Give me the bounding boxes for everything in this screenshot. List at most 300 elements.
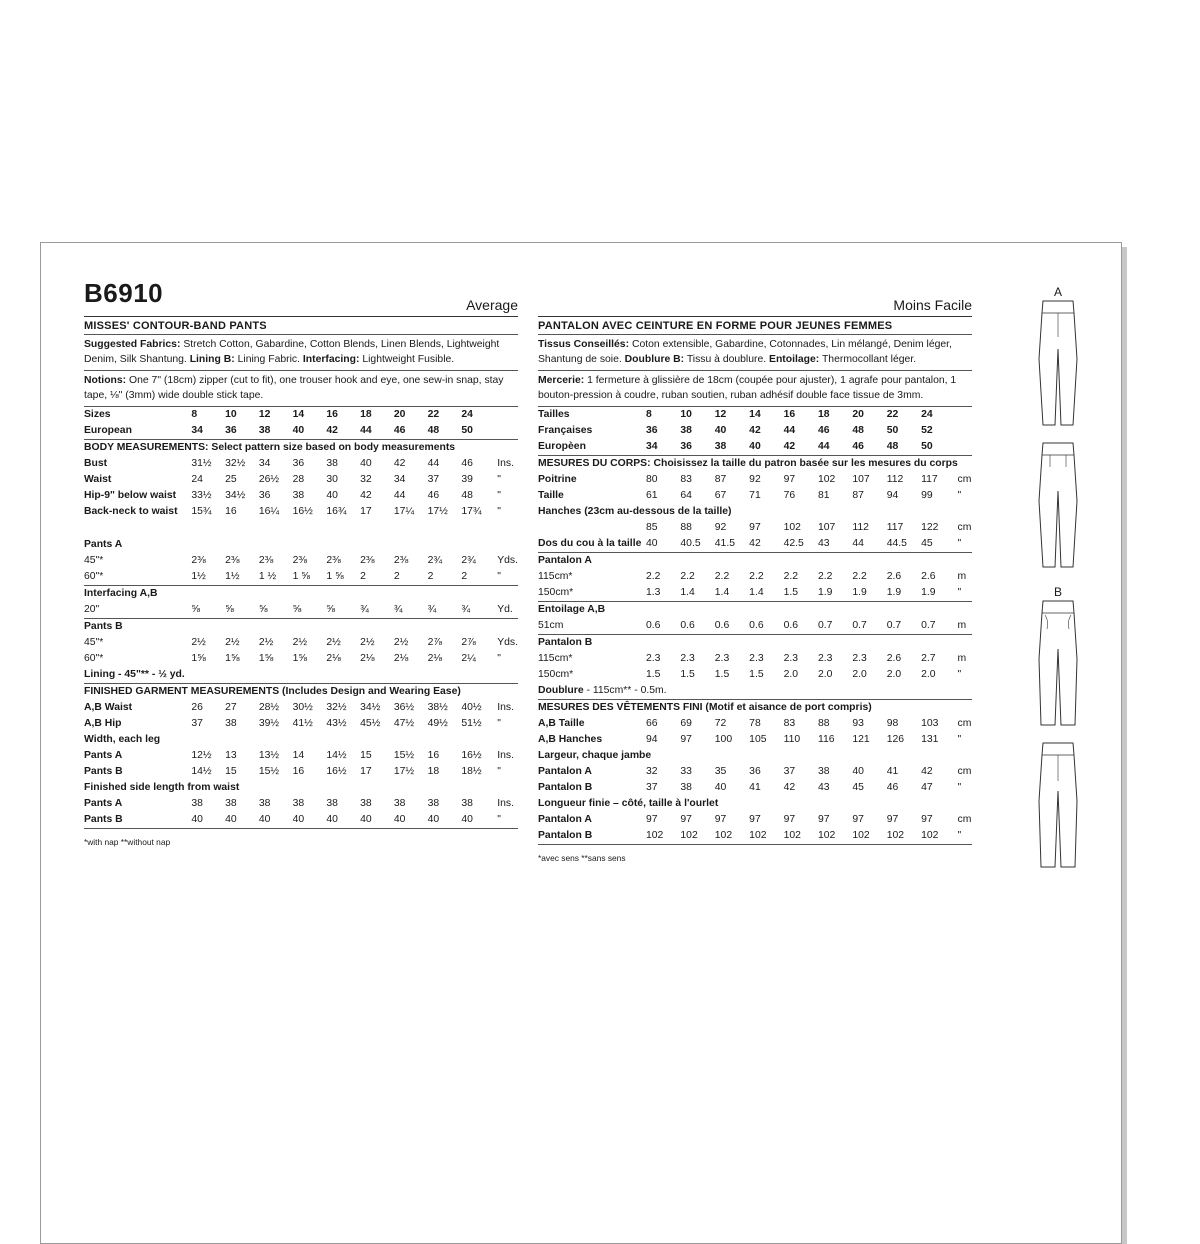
cell-value: 97 [921, 814, 933, 825]
cell-value: 112 [852, 522, 869, 533]
cell-value: 2¼ [461, 653, 476, 664]
cell-value: 1.5 [749, 669, 764, 680]
cell-value: 103 [921, 718, 939, 729]
cell-value: 17 [360, 506, 372, 517]
cell-value: 48 [887, 439, 921, 456]
cell-value: 51½ [461, 718, 482, 729]
cell-value: 2¾ [427, 555, 443, 566]
fabrics-text: Coton extensible, Gabardine, Cotonnades, Lin mélangé, Denim léger, Shantung de soie. [538, 339, 952, 365]
cell-value: 41½ [292, 718, 313, 729]
notions-paragraph [538, 371, 972, 407]
cell-value: 102 [680, 828, 714, 845]
lining-label: Doublure B: [624, 354, 685, 365]
cell-value: 2.2 [646, 571, 661, 582]
table-row [538, 618, 972, 635]
cell-value: 99 [921, 490, 933, 501]
cell-value: 45½ [360, 718, 381, 729]
cell-value: 1½ [225, 569, 259, 586]
section-heading: Hanches (23cm au-dessous de la taille) [538, 506, 732, 517]
row-label: 60"* [84, 569, 191, 586]
row-label: A,B Waist [84, 702, 133, 713]
unit-label: Yds. [497, 637, 518, 648]
cell-value: 38 [292, 798, 305, 809]
cell-value: 0.7 [921, 618, 955, 635]
hips-heading [538, 504, 972, 520]
cell-value: 92 [714, 522, 727, 533]
cell-value: 41.5 [715, 536, 749, 553]
cell-value: 40 [461, 812, 495, 829]
cell-value: 2.6 [921, 571, 936, 582]
cell-value: 1⅝ [191, 653, 206, 664]
cell-value: 40 [714, 782, 727, 793]
cell-value: 100 [714, 734, 733, 745]
cell-value: 46 [394, 423, 428, 440]
cell-value: 102 [921, 828, 955, 845]
cell-value: 2.3 [817, 653, 833, 664]
cell-value: 22 [886, 409, 899, 420]
unit-label: " [497, 490, 501, 501]
cell-value: 1.4 [749, 585, 783, 602]
unit-label: cm [957, 766, 972, 777]
cell-value: 102 [852, 828, 886, 845]
cell-value: 17 [360, 766, 372, 777]
cell-value: 2.6 [886, 653, 902, 664]
lining-line [84, 667, 518, 684]
section-heading: Width, each leg [84, 734, 161, 745]
cell-value: 107 [852, 474, 870, 485]
cell-value: 38 [326, 798, 338, 809]
cell-value: 15 [360, 750, 372, 761]
cell-value: 27 [225, 702, 237, 713]
cell-value: 36 [225, 423, 259, 440]
cell-value: 45 [852, 782, 864, 793]
cell-value: 40 [852, 766, 864, 777]
row-label: Pants A [84, 798, 123, 809]
cell-value: 76 [783, 490, 796, 501]
unit-label: " [497, 474, 501, 485]
cell-value: 24 [921, 409, 933, 420]
cell-value: 40 [293, 812, 327, 829]
cell-value: 10 [225, 409, 237, 420]
cell-value: 97 [714, 814, 727, 825]
unit-label: " [957, 734, 962, 745]
table-row [538, 569, 972, 585]
cell-value: 2⅛ [360, 653, 375, 664]
cell-value: 102 [817, 474, 836, 485]
unit-label: " [956, 585, 972, 602]
cell-value: 17½ [393, 766, 415, 777]
cell-value: 94 [646, 734, 658, 745]
cell-value: 38 [680, 782, 692, 793]
cell-value: 31½ [191, 458, 212, 469]
table-row [84, 472, 518, 488]
row-label: A,B Hanches [538, 734, 603, 745]
fabrics-label: Tissus Conseillés: [538, 339, 630, 350]
cell-value: 26 [191, 702, 203, 713]
cell-value: 17½ [427, 506, 448, 517]
cell-value: 40 [749, 439, 783, 456]
cell-value: 2½ [292, 637, 308, 648]
table-row [538, 536, 972, 553]
cell-value: 2.3 [852, 653, 867, 664]
section-heading: Pants B [84, 621, 123, 632]
cell-value: 17¼ [393, 506, 415, 517]
row-label: Hip-9" below waist [84, 490, 177, 501]
cell-value: 40 [191, 812, 225, 829]
cell-value: 36 [646, 425, 658, 436]
unit-label: " [495, 569, 518, 586]
cell-value: 2⅜ [360, 555, 375, 566]
cell-value: ⅝ [191, 602, 225, 619]
cell-value: 38 [292, 490, 305, 501]
cell-value: 88 [680, 522, 692, 533]
cell-value: 36 [258, 490, 271, 501]
cell-value: 92 [749, 474, 761, 485]
cell-value: 66 [646, 718, 658, 729]
row-label: Pantalon B [538, 782, 593, 793]
cell-value: 16 [326, 409, 338, 420]
unit-label: m [956, 618, 972, 635]
row-label: Pantalon B [538, 828, 646, 845]
cell-value: 0.7 [852, 618, 886, 635]
cell-value: 0.7 [887, 618, 921, 635]
cell-value: 81 [817, 490, 830, 501]
cell-value: 2⅛ [393, 653, 409, 664]
table-row [84, 569, 518, 586]
lining-line [538, 683, 972, 700]
cell-value: 126 [886, 734, 905, 745]
cell-value: 33 [680, 766, 692, 777]
cell-value: 97 [749, 814, 761, 825]
unit-label: m [957, 653, 967, 664]
view-a-label: A [1053, 285, 1062, 299]
cell-value: 94 [886, 490, 899, 501]
table-row [84, 700, 518, 716]
cell-value: 40 [646, 536, 680, 553]
cell-value: 1.5 [784, 585, 818, 602]
section-heading: Pants A [84, 539, 123, 550]
table-row [84, 716, 518, 732]
cell-value: 38 [326, 458, 338, 469]
cell-value: 102 [646, 828, 680, 845]
table-row [84, 796, 518, 812]
row-label: Pants A [84, 750, 123, 761]
cell-value: 17¾ [461, 506, 482, 517]
width-heading [538, 748, 972, 764]
cell-value: 37 [646, 782, 658, 793]
cell-value: 2⅛ [326, 653, 341, 664]
table-row [84, 456, 518, 472]
notions-label: Notions: [84, 375, 127, 386]
cell-value: 2⅜ [191, 555, 206, 566]
cell-value: 42 [749, 425, 761, 436]
unit-label: " [957, 669, 962, 680]
cell-value: 40 [394, 812, 428, 829]
notions-text: One 7" (18cm) zipper (cut to fit), one trouser hook and eye, one sew-in snap, stay tape, ⅛" (3mm) wide double stick tape. [84, 375, 504, 401]
spacer-row [84, 520, 518, 537]
cell-value: 14 [292, 409, 305, 420]
cell-value: 116 [817, 734, 835, 745]
cell-value: 44 [393, 490, 406, 501]
french-sizes-row [538, 423, 972, 439]
cell-value: 2.3 [749, 653, 764, 664]
table-row [538, 716, 972, 732]
cell-value: 2 [461, 569, 495, 586]
pants-a-heading [538, 553, 972, 570]
fabrics-paragraph [538, 335, 972, 371]
pants-b-front-sketch [1033, 599, 1083, 729]
cell-value: 102 [783, 522, 801, 533]
cell-value: 14½ [191, 766, 212, 777]
cell-value: 1.9 [921, 585, 955, 602]
garment-title: PANTALON AVEC CEINTURE EN FORME POUR JEUNES FEMMES [538, 317, 972, 335]
cell-value: 50 [921, 439, 955, 456]
cell-value: 85 [646, 522, 658, 533]
row-label: 45"* [84, 637, 104, 648]
table-row [84, 602, 518, 619]
notions-paragraph [84, 371, 518, 407]
pants-b-heading [84, 619, 518, 636]
cell-value: 50 [886, 425, 899, 436]
cell-value: 2.2 [680, 571, 695, 582]
cell-value: 37 [191, 718, 203, 729]
cell-value: 102 [715, 828, 749, 845]
row-label: Pantalon A [538, 766, 592, 777]
cell-value: 13 [225, 750, 237, 761]
cell-value: 83 [783, 718, 796, 729]
cell-value: 28 [292, 474, 305, 485]
cell-value: 44 [783, 425, 796, 436]
cell-value: 87 [714, 474, 727, 485]
table-row [84, 488, 518, 504]
cell-value: 38 [715, 439, 749, 456]
cell-value: 40 [714, 425, 727, 436]
lining-amount: - 115cm** - 0.5m. [583, 685, 667, 696]
cell-value: 32½ [225, 458, 246, 469]
row-label: European [84, 423, 191, 440]
notions-text: 1 fermeture à glissière de 18cm (coupée pour ajuster), 1 agrafe pour pantalon, 1 bouton-pression à coudre, ruban soutien, ruban adhésif double face tissue de 3mm. [538, 375, 957, 401]
unit-label: Ins. [497, 750, 514, 761]
row-label: Tailles [538, 409, 570, 420]
cell-value: 2½ [393, 637, 409, 648]
measurement-table [538, 407, 972, 845]
section-heading: Lining - 45"** - ½ yd. [84, 667, 518, 684]
table-row [538, 812, 972, 828]
cell-value: ⅝ [326, 602, 360, 619]
cell-value: 34½ [360, 702, 381, 713]
lining-text: Lining Fabric. [234, 354, 303, 365]
cell-value: 2.0 [852, 669, 867, 680]
cell-value: 40 [360, 458, 372, 469]
cell-value: 2.3 [680, 653, 695, 664]
cell-value: 36 [680, 439, 714, 456]
cell-value: 44 [427, 458, 440, 469]
lining-label: Lining B: [189, 354, 235, 365]
cell-value: 34 [258, 458, 271, 469]
cell-value: 18 [817, 409, 830, 420]
cell-value: 2.2 [817, 571, 833, 582]
cell-value: 40 [360, 812, 394, 829]
cell-value: 38 [225, 798, 237, 809]
cell-value: 2.3 [646, 653, 661, 664]
cell-value: 0.6 [784, 618, 818, 635]
row-label: Pantalon A [538, 814, 592, 825]
body-measurements-heading [538, 456, 972, 473]
cell-value: 0.6 [646, 618, 680, 635]
table-row [84, 635, 518, 651]
cell-value: 37 [783, 766, 796, 777]
interfacing-label: Entoilage: [769, 354, 820, 365]
cell-value: 2⅜ [225, 555, 240, 566]
cell-value: 22 [427, 409, 440, 420]
table-row [538, 828, 972, 845]
cell-value: 2⅜ [292, 555, 308, 566]
cell-value: 36 [749, 766, 761, 777]
lining-label: Doublure [538, 685, 584, 696]
cell-value: ⅝ [293, 602, 327, 619]
cell-value: 12½ [191, 750, 212, 761]
table-row [84, 812, 518, 829]
unit-label: cm [957, 474, 972, 485]
cell-value: 30 [326, 474, 338, 485]
cell-value: 41 [886, 766, 899, 777]
cell-value: 2⅜ [258, 555, 274, 566]
unit-label: m [957, 571, 967, 582]
cell-value: 105 [749, 734, 767, 745]
header-row [84, 278, 518, 317]
cell-value: 40 [293, 423, 327, 440]
cell-value: 67 [714, 490, 727, 501]
interfacing-heading [84, 586, 518, 603]
cell-value: 36 [292, 458, 305, 469]
cell-value: 102 [784, 828, 818, 845]
row-label: Waist [84, 474, 112, 485]
cell-value: 1½ [191, 569, 225, 586]
cell-value: 2⅞ [427, 637, 443, 648]
cell-value: 47 [921, 782, 933, 793]
cell-value: 24 [191, 474, 203, 485]
interfacing-heading [538, 602, 972, 619]
cell-value: 46 [852, 439, 886, 456]
table-row [84, 748, 518, 764]
cell-value: 44 [852, 536, 886, 553]
unit-label [956, 423, 972, 439]
cell-value: 2½ [225, 637, 240, 648]
cell-value: 16 [292, 766, 305, 777]
style-number: B6910 [84, 278, 164, 308]
cell-value: 8 [646, 409, 652, 420]
cell-value: 34 [191, 423, 225, 440]
row-label: 115cm* [538, 571, 573, 582]
cell-value: 46 [817, 425, 830, 436]
cell-value: 38 [427, 798, 440, 809]
finished-measurements-heading [84, 684, 518, 701]
row-label: Taille [538, 490, 564, 501]
row-label: Françaises [538, 425, 593, 436]
cell-value: 97 [852, 814, 864, 825]
cell-value: 0.6 [749, 618, 783, 635]
cell-value: 87 [852, 490, 864, 501]
unit-label: " [497, 766, 501, 777]
cell-value: 97 [817, 814, 830, 825]
cell-value: 110 [783, 734, 801, 745]
cell-value: 39½ [258, 718, 280, 729]
cell-value: 40.5 [680, 536, 714, 553]
cell-value: 41 [749, 782, 761, 793]
interfacing-label: Interfacing: [302, 354, 360, 365]
english-column [84, 278, 518, 847]
cell-value: 97 [886, 814, 899, 825]
cell-value: 38 [817, 766, 830, 777]
sizes-row [84, 407, 518, 423]
cell-value: 102 [887, 828, 921, 845]
cell-value: 117 [921, 474, 938, 485]
cell-value: 2.6 [886, 571, 902, 582]
cell-value: 38 [393, 798, 406, 809]
cell-value: 42 [360, 490, 372, 501]
cell-value: 2⅞ [461, 637, 476, 648]
cell-value: 72 [714, 718, 727, 729]
unit-label: " [497, 506, 501, 517]
section-heading: BODY MEASUREMENTS: Select pattern size based on body measurements [84, 442, 456, 453]
unit-label: cm [957, 814, 972, 825]
cell-value: 48 [461, 490, 473, 501]
cell-value: 40 [326, 490, 338, 501]
cell-value: 38 [259, 423, 293, 440]
body-measurements-heading [84, 440, 518, 457]
cell-value: 97 [680, 734, 692, 745]
cell-value: 42 [393, 458, 406, 469]
cell-value: 34 [393, 474, 406, 485]
european-sizes-row [538, 439, 972, 456]
cell-value: 102 [749, 828, 783, 845]
cell-value: 16 [225, 506, 237, 517]
cell-value: 1.5 [714, 669, 730, 680]
cell-value: 1⅝ [292, 653, 308, 664]
cell-value: 2½ [191, 637, 206, 648]
cell-value: 18 [360, 409, 372, 420]
cell-value: 42 [749, 536, 783, 553]
cell-value: 52 [921, 425, 933, 436]
cell-value: 38 [680, 425, 692, 436]
cell-value: ¾ [461, 602, 495, 619]
cell-value: ¾ [360, 602, 394, 619]
lining-text: Tissu à doublure. [684, 354, 770, 365]
cell-value: 15½ [393, 750, 415, 761]
unit-label [956, 439, 972, 456]
cell-value: 97 [783, 474, 796, 485]
cell-value: 44 [818, 439, 852, 456]
unit-label: cm [957, 522, 972, 533]
section-heading: Longueur finie – côté, taille à l'ourlet [538, 798, 719, 809]
pants-a-front-sketch [1033, 299, 1083, 429]
row-label: 45"* [84, 555, 104, 566]
cell-value: 2.2 [783, 571, 799, 582]
unit-label: Ins. [497, 798, 514, 809]
section-heading: Pantalon B [538, 637, 593, 648]
cell-value: 93 [852, 718, 864, 729]
cell-value: 69 [680, 718, 692, 729]
cell-value: 48 [428, 423, 462, 440]
cell-value: 38 [225, 718, 237, 729]
cell-value: 8 [191, 409, 198, 420]
header-row [538, 282, 972, 317]
cell-value: 32 [360, 474, 372, 485]
cell-value: 1.4 [680, 585, 714, 602]
cell-value: 38 [461, 798, 473, 809]
cell-value: 2.0 [921, 669, 936, 680]
unit-label: cm [957, 718, 972, 729]
